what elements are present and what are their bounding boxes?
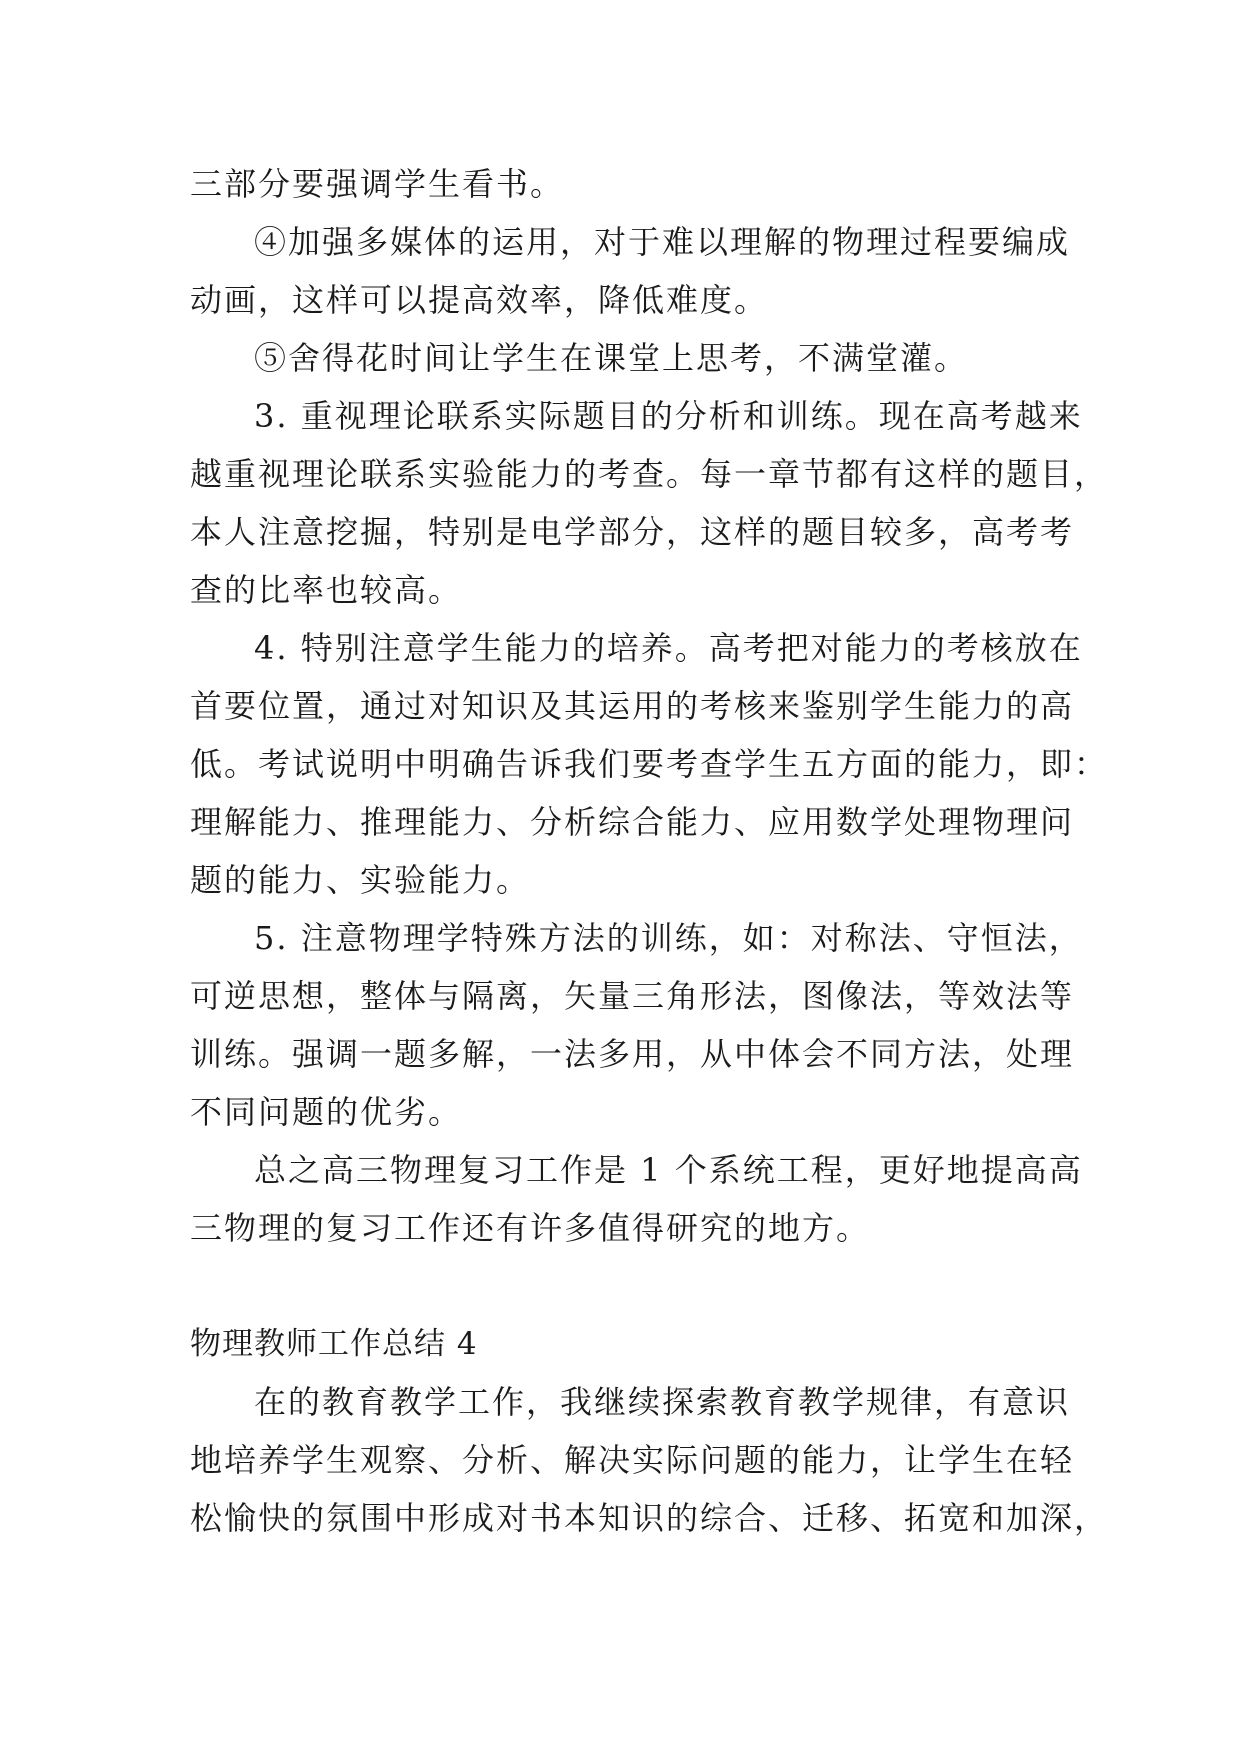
text-line: 理解能力、推理能力、分析综合能力、应用数学处理物理问 [190,803,1075,841]
text-line: 在的教育教学工作，我继续探索教育教学规律，有意识 [254,1383,1071,1421]
text-block-part2 [190,1373,1109,1547]
text-line: 4. 特别注意学生能力的培养。高考把对能力的考核放在 [254,629,1083,667]
text-block-part1 [190,155,1109,1257]
text-line: 三部分要强调学生看书。 [190,165,565,203]
text-line: 首要位置，通过对知识及其运用的考核来鉴别学生能力的高 [190,687,1075,725]
text-line: 题的能力、实验能力。 [190,861,531,899]
document-body [190,155,1109,1547]
text-line: 动画，这样可以提高效率，降低难度。 [190,281,769,319]
text-line: 松愉快的氛围中形成对书本知识的综合、迁移、拓宽和加深， [190,1499,1109,1537]
text-line: 本人注意挖掘，特别是电学部分，这样的题目较多，高考考 [190,513,1075,551]
text-line: 不同问题的优劣。 [190,1093,463,1131]
text-line: ⑤舍得花时间让学生在课堂上思考，不满堂灌。 [254,339,969,377]
text-line: 低。考试说明中明确告诉我们要考查学生五方面的能力，即： [190,745,1109,783]
text-line: 训练。强调一题多解，一法多用，从中体会不同方法，处理 [190,1035,1075,1073]
text-line: ④加强多媒体的运用，对于难以理解的物理过程要编成 [254,223,1071,261]
text-line: 总之高三物理复习工作是 1 个系统工程，更好地提高高 [254,1151,1083,1189]
text-line: 地培养学生观察、分析、解决实际问题的能力，让学生在轻 [190,1441,1075,1479]
text-line: 越重视理论联系实验能力的考查。每一章节都有这样的题目， [190,455,1109,493]
section-heading: 物理教师工作总结 4 [190,1326,478,1362]
text-line: 5. 注意物理学特殊方法的训练，如：对称法、守恒法， [254,919,1083,957]
text-line: 可逆思想，整体与隔离，矢量三角形法，图像法，等效法等 [190,977,1075,1015]
text-line: 三物理的复习工作还有许多值得研究的地方。 [190,1209,871,1247]
text-line: 查的比率也较高。 [190,571,463,609]
text-line: 3. 重视理论联系实际题目的分析和训练。现在高考越来 [254,397,1083,435]
